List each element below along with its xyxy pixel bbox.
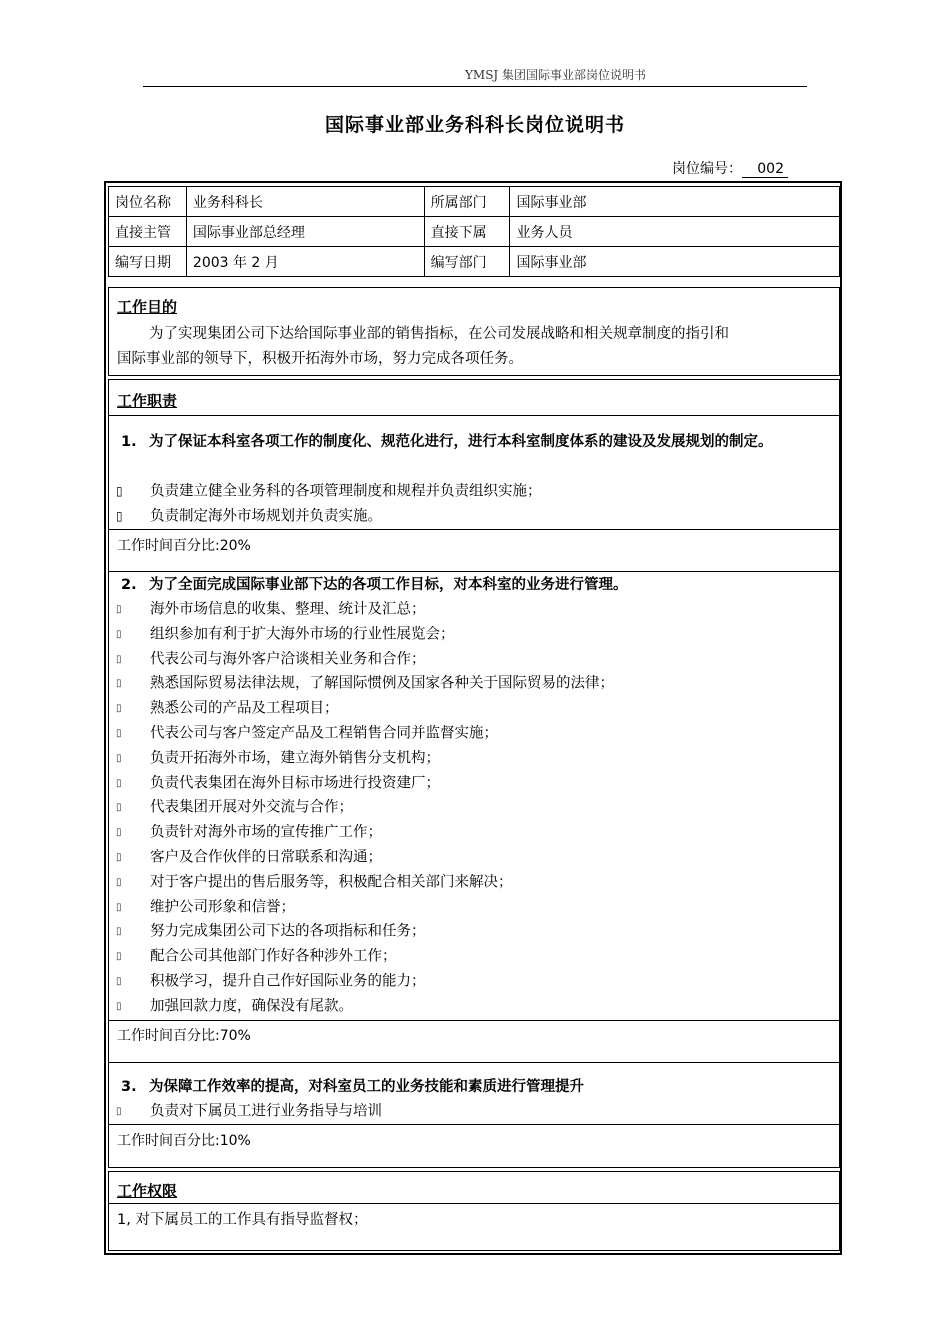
bullet-icon: ▯ — [116, 777, 122, 789]
header-rule — [143, 86, 807, 87]
list-item-text: 代表公司与客户签定产品及工程销售合同并监督实施； — [150, 725, 498, 742]
duty-heading-1 — [121, 430, 837, 455]
list-item — [116, 820, 382, 845]
table-row — [109, 247, 840, 277]
list-item-text: 熟悉国际贸易法律法规，了解国际惯例及国家各种关于国际贸易的法律； — [150, 675, 614, 692]
list-item-text: 海外市场信息的收集、整理、统计及汇总； — [150, 601, 426, 618]
purpose-title: 工作目的 — [117, 298, 178, 316]
post-number — [672, 158, 788, 178]
post-number-value: 002 — [742, 161, 788, 178]
bullet-icon: ▯ — [116, 901, 122, 913]
bullet-icon: ▯ — [116, 728, 122, 739]
list-item — [116, 944, 397, 969]
list-item-text: 负责开拓海外市场，建立海外销售分支机构； — [150, 750, 440, 767]
list-item — [116, 721, 498, 746]
value-cell: 2003 年 2 月 — [186, 247, 424, 277]
divider — [108, 529, 840, 530]
list-item-text: 组织参加有利于扩大海外市场的行业性展览会； — [150, 626, 455, 643]
bullet-icon: ▯ — [116, 802, 122, 814]
list-item — [116, 845, 382, 870]
bullet-icon: ▯ — [116, 926, 122, 938]
post-number-label: 岗位编号： — [672, 161, 742, 177]
label-cell: 所属部门 — [424, 187, 510, 217]
duty-heading-2 — [121, 573, 837, 598]
list-item-text: 努力完成集团公司下达的各项指标和任务； — [150, 923, 426, 940]
duty-number: 3. — [121, 1079, 137, 1095]
divider — [108, 1062, 840, 1063]
bullet-icon: ▯ — [116, 1000, 122, 1012]
bullet-icon: ▯ — [116, 827, 122, 839]
bullet-icon: ▯ — [116, 703, 122, 715]
bullet-icon: ▯ — [116, 852, 122, 863]
bullet-icon: ▯ — [116, 484, 123, 498]
time-percentage-2: 工作时间百分比:70% — [117, 1028, 251, 1044]
list-item-text: 代表集团开展对外交流与合作； — [150, 799, 353, 816]
bullet-icon: ▯ — [116, 976, 122, 987]
label-cell: 编写日期 — [109, 247, 187, 277]
value-cell: 业务人员 — [510, 217, 840, 247]
list-item — [116, 994, 353, 1019]
bullet-icon: ▯ — [116, 752, 122, 764]
list-item: ▯ 负责制定海外市场规划并负责实施。 — [116, 504, 382, 529]
list-item — [116, 919, 426, 944]
list-item — [116, 795, 353, 820]
value-cell: 国际事业部总经理 — [186, 217, 424, 247]
table-row — [109, 187, 840, 217]
list-item — [116, 969, 426, 994]
label-cell: 直接主管 — [109, 217, 187, 247]
list-item — [116, 671, 614, 696]
running-header: YMSJ 集团国际事业部岗位说明书 — [465, 68, 647, 82]
divider — [108, 415, 840, 416]
list-item-text: 代表公司与海外客户洽谈相关业务和合作； — [150, 651, 426, 668]
divider — [108, 1203, 840, 1204]
duty-text: 为了全面完成国际事业部下达的各项工作目标，对本科室的业务进行管理。 — [149, 577, 628, 593]
duty-text: 为了保证本科室各项工作的制度化、规范化进行，进行本科室制度体系的建设及发展规划的制定。 — [149, 434, 773, 450]
purpose-line-1: 为了实现集团公司下达给国际事业部的销售指标，在公司发展战略和相关规章制度的指引和 — [149, 326, 729, 342]
list-item — [116, 870, 513, 895]
value-cell: 国际事业部 — [510, 187, 840, 217]
divider — [108, 571, 840, 572]
table-row — [109, 217, 840, 247]
duty-number: 2. — [121, 577, 137, 593]
label-cell: 直接下属 — [424, 217, 510, 247]
document-title: 国际事业部业务科科长岗位说明书 — [324, 114, 625, 136]
list-item: ▯ 负责建立健全业务科的各项管理制度和规程并负责组织实施； — [116, 479, 542, 504]
bullet-icon: ▯ — [116, 628, 122, 640]
list-item-text: 加强回款力度，确保没有尾款。 — [150, 998, 353, 1015]
list-item — [116, 597, 426, 622]
purpose-line-2: 国际事业部的领导下，积极开拓海外市场，努力完成各项任务。 — [117, 351, 523, 367]
duty-text: 为保障工作效率的提高，对科室员工的业务技能和素质进行管理提升 — [149, 1079, 584, 1095]
bullet-icon: ▯ — [116, 1106, 122, 1117]
list-item — [116, 895, 295, 920]
info-table — [108, 186, 840, 277]
list-item-text: 熟悉公司的产品及工程项目； — [150, 700, 339, 717]
list-item-text: 维护公司形象和信誉； — [150, 899, 295, 916]
authority-item-1: 1, 对下属员工的工作具有指导监督权； — [117, 1212, 368, 1228]
list-item-text: 对于客户提出的售后服务等，积极配合相关部门来解决； — [150, 874, 513, 891]
bullet-icon: ▯ — [116, 653, 122, 665]
authority-title: 工作权限 — [117, 1182, 178, 1200]
time-percentage-3: 工作时间百分比:10% — [117, 1133, 251, 1149]
list-item — [116, 622, 455, 647]
value-cell: 国际事业部 — [510, 247, 840, 277]
bullet-icon: ▯ — [116, 951, 122, 963]
duty-heading-3 — [121, 1075, 837, 1100]
duties-title: 工作职责 — [117, 392, 178, 410]
label-cell: 编写部门 — [424, 247, 510, 277]
time-percentage-1: 工作时间百分比:20% — [117, 538, 251, 554]
bullet-icon: ▯ — [116, 876, 122, 888]
list-item-text: 积极学习，提升自己作好国际业务的能力； — [150, 973, 426, 990]
list-item — [116, 696, 339, 721]
list-item-text: 负责针对海外市场的宣传推广工作； — [150, 824, 382, 841]
bullet-icon: ▯ — [116, 509, 123, 523]
label-cell: 岗位名称 — [109, 187, 187, 217]
divider — [108, 1020, 840, 1021]
list-item: ▯ 负责对下属员工进行业务指导与培训 — [116, 1099, 382, 1124]
bullet-icon: ▯ — [116, 678, 122, 690]
duty-number: 1. — [121, 434, 137, 450]
list-item — [116, 771, 440, 796]
divider — [108, 1124, 840, 1125]
bullet-icon: ▯ — [116, 604, 122, 615]
list-item — [116, 746, 440, 771]
value-cell: 业务科科长 — [186, 187, 424, 217]
list-item-text: 负责代表集团在海外目标市场进行投资建厂； — [150, 775, 440, 792]
list-item — [116, 647, 426, 672]
list-item-text: 配合公司其他部门作好各种涉外工作； — [150, 948, 397, 965]
list-item-text: 客户及合作伙伴的日常联系和沟通； — [150, 849, 382, 866]
